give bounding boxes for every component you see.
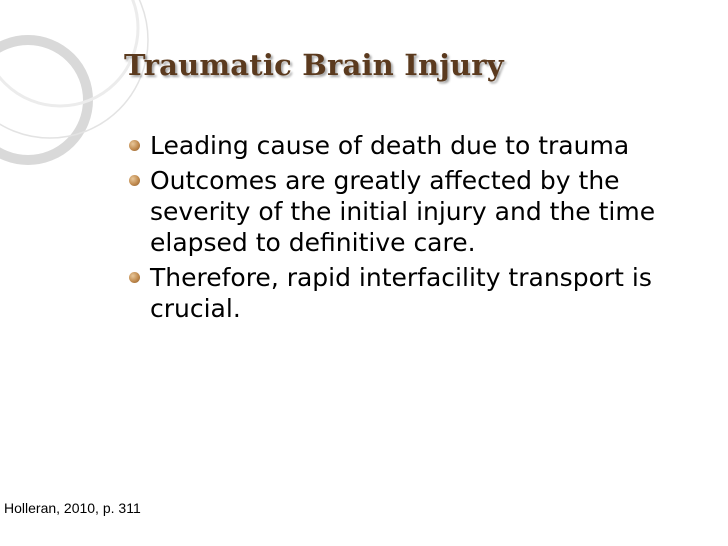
bullet-list [126,130,686,328]
bullet-icon [129,272,140,283]
bullet-icon [129,140,140,151]
bullet-text: Outcomes are greatly affected by the severity of the initial injury and the time elapsed to definitive care. [150,166,656,257]
bullet-icon [129,175,140,186]
bullet-item [126,262,686,324]
bullet-text: Therefore, rapid interfacility transport is crucial. [150,263,652,323]
citation: Holleran, 2010, p. 311 [4,500,141,516]
bullet-item [126,130,686,161]
bullet-item [126,165,686,258]
bullet-text: Leading cause of death due to trauma [150,131,630,160]
slide-title: Traumatic Brain Injury [124,48,504,82]
